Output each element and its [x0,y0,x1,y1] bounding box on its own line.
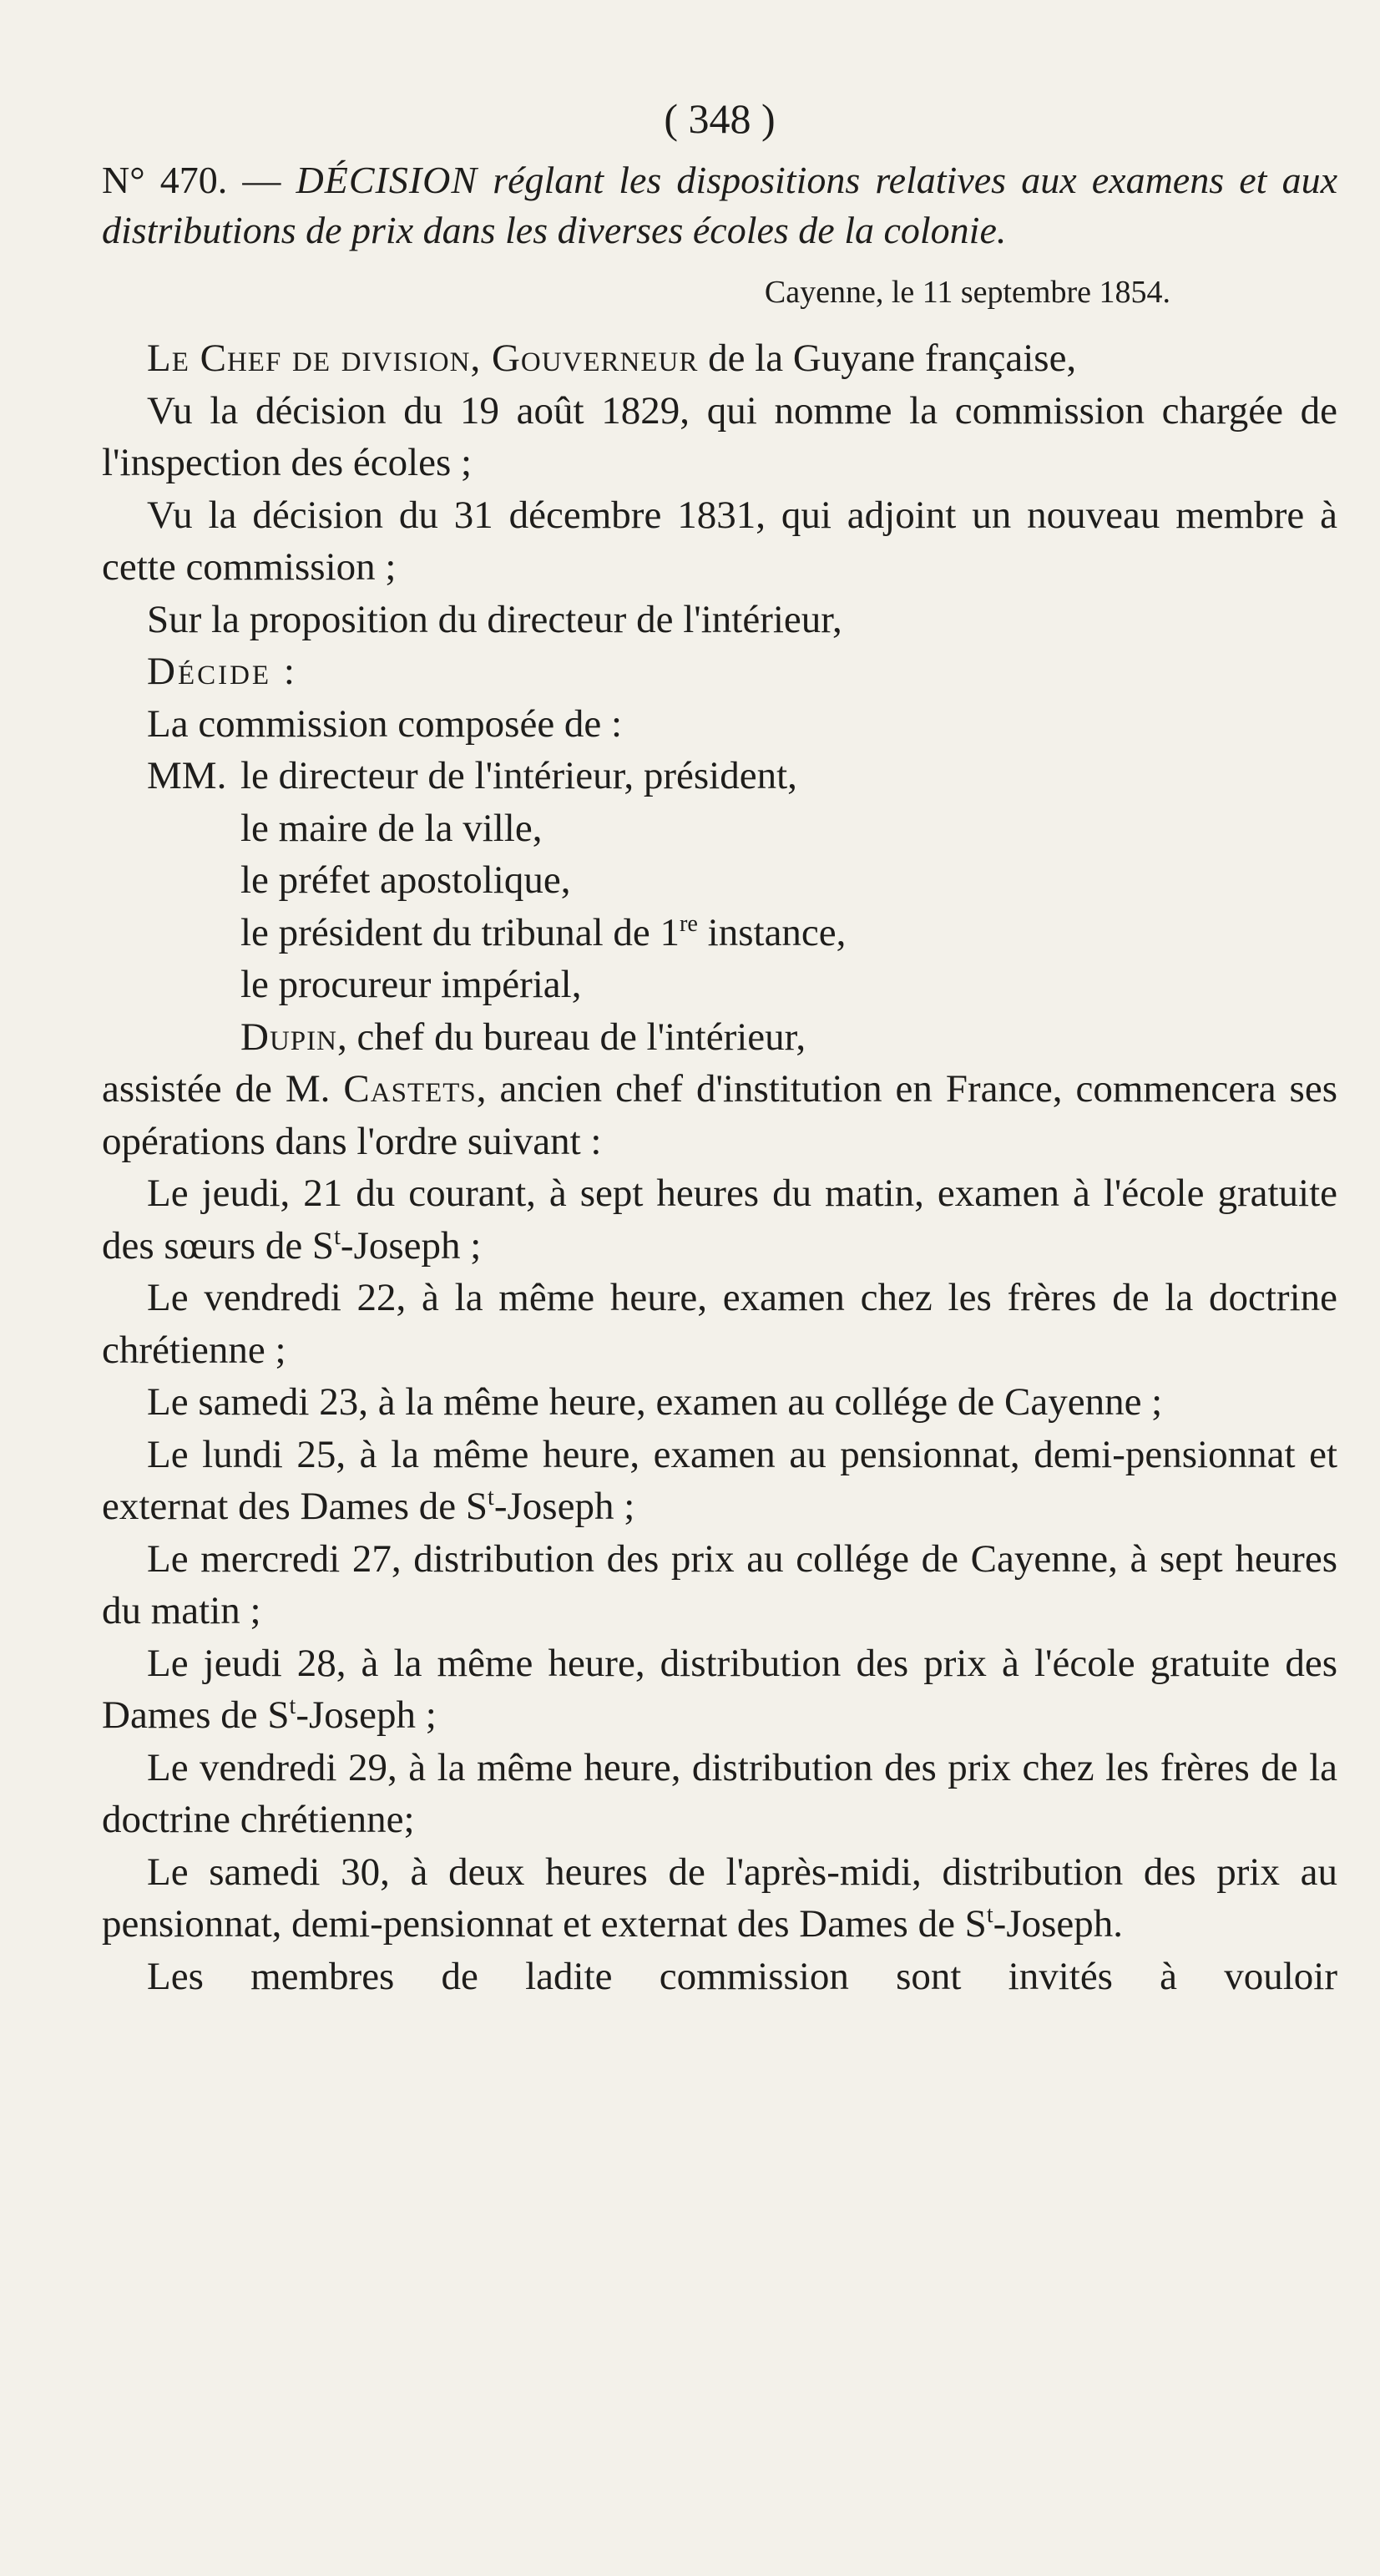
dupin-role: , chef du bureau de l'intérieur, [336,1015,806,1059]
document-page [102,92,1337,2002]
decision-number: N° 470. [102,159,228,201]
schedule-item [102,1272,1337,1376]
assistee-paragraph [102,1063,1337,1167]
schedule-text-end: -Joseph. [993,1902,1124,1946]
schedule-text: Le jeudi 28, à la même heure, distribution des prix à l'école gratuite des Dames de S [102,1641,1337,1737]
schedule-text-end: -Joseph ; [296,1693,437,1737]
schedule-item [102,1376,1337,1429]
schedule-text-end: -Joseph ; [493,1485,635,1528]
member-prefet: le préfet apostolique, [240,858,571,902]
member-dupin [102,1011,1337,1064]
dupin-name: Dupin [240,1015,337,1059]
commission-members-list [102,750,1337,1063]
place-date: Cayenne, le 11 septembre 1854. [764,275,1170,310]
heading-decision-word: DÉCISION [296,159,478,201]
member-directeur: le directeur de l'intérieur, président, [240,754,797,797]
schedule-text: Le samedi 23, à la même heure, examen au collége de Cayenne ; [147,1380,1163,1424]
preamble-governor [102,332,1337,385]
castets-name: Castets [343,1067,477,1111]
preamble-vu-1829: Vu la décision du 19 août 1829, qui nomme la commission chargée de l'inspection des écoles ; [102,388,1337,484]
page-number: ( 348 ) [664,95,776,142]
member-president-instance: instance, [697,910,847,954]
governor-territory: de la Guyane française, [698,337,1077,380]
schedule-text: Le vendredi 22, à la même heure, examen chez les frères de la doctrine chrétienne ; [102,1276,1337,1372]
governor-title: Le Chef de division, Gouverneur [147,337,699,380]
schedule-text: Le mercredi 27, distribution des prix au collége de Cayenne, à sept heures du matin ; [102,1536,1337,1632]
schedule-text: Le vendredi 29, à la même heure, distribution des prix chez les frères de la doctrine chrétienne; [102,1745,1337,1841]
schedule-item [102,1167,1337,1272]
saint-superscript: t [334,1223,341,1250]
schedule-item [102,1533,1337,1637]
member-procureur: le procureur impérial, [240,963,582,1006]
assistee-suffix: , ancien chef d'institution en France, commencera ses opérations dans l'ordre suivant : [102,1067,1337,1163]
schedule-text: Le samedi 30, à deux heures de l'après-midi, distribution des prix au pensionnat, demi-pensionnat et externat des Dames de S [102,1850,1337,1946]
schedule-text-end: -Joseph ; [340,1223,482,1268]
member-item [102,750,1337,802]
saint-superscript: t [488,1485,494,1511]
messieurs-abbrev: MM. [147,754,227,797]
decision-heading [102,155,1337,256]
schedule-text: Le lundi 25, à la même heure, examen au pensionnat, demi-pensionnat et externat des Dames de S [102,1432,1337,1528]
decide-word: Décide : [147,650,297,693]
saint-superscript: t [986,1902,993,1929]
schedule-item [102,1742,1337,1846]
schedule-item [102,1846,1337,1951]
commission-intro: La commission composée de : [147,701,623,746]
saint-superscript: t [289,1693,296,1720]
schedule-item [102,1637,1337,1742]
heading-subject: réglant les dispositions relatives aux examens et aux distributions de prix dans les diverses écoles de la colonie. [102,159,1337,251]
assistee-prefix: assistée de M. [102,1067,344,1111]
member-president-tribunal [102,907,1337,959]
preamble-vu-1831: Vu la décision du 31 décembre 1831, qui adjoint un nouveau membre à cette commission ; [102,493,1337,589]
preamble-sur-proposition: Sur la proposition du directeur de l'intérieur, [147,597,842,641]
heading-dash: — [227,159,296,201]
schedule-item [102,1429,1337,1533]
member-president-text: le président du tribunal de 1 [240,910,680,954]
ordinal-superscript: re [680,910,698,937]
closing-paragraph: Les membres de ladite commission sont invités à vouloir [147,1954,1337,1998]
member-maire: le maire de la ville, [240,806,543,850]
schedule-text: Le jeudi, 21 du courant, à sept heures du matin, examen à l'école gratuite des sœurs de S [102,1172,1337,1268]
